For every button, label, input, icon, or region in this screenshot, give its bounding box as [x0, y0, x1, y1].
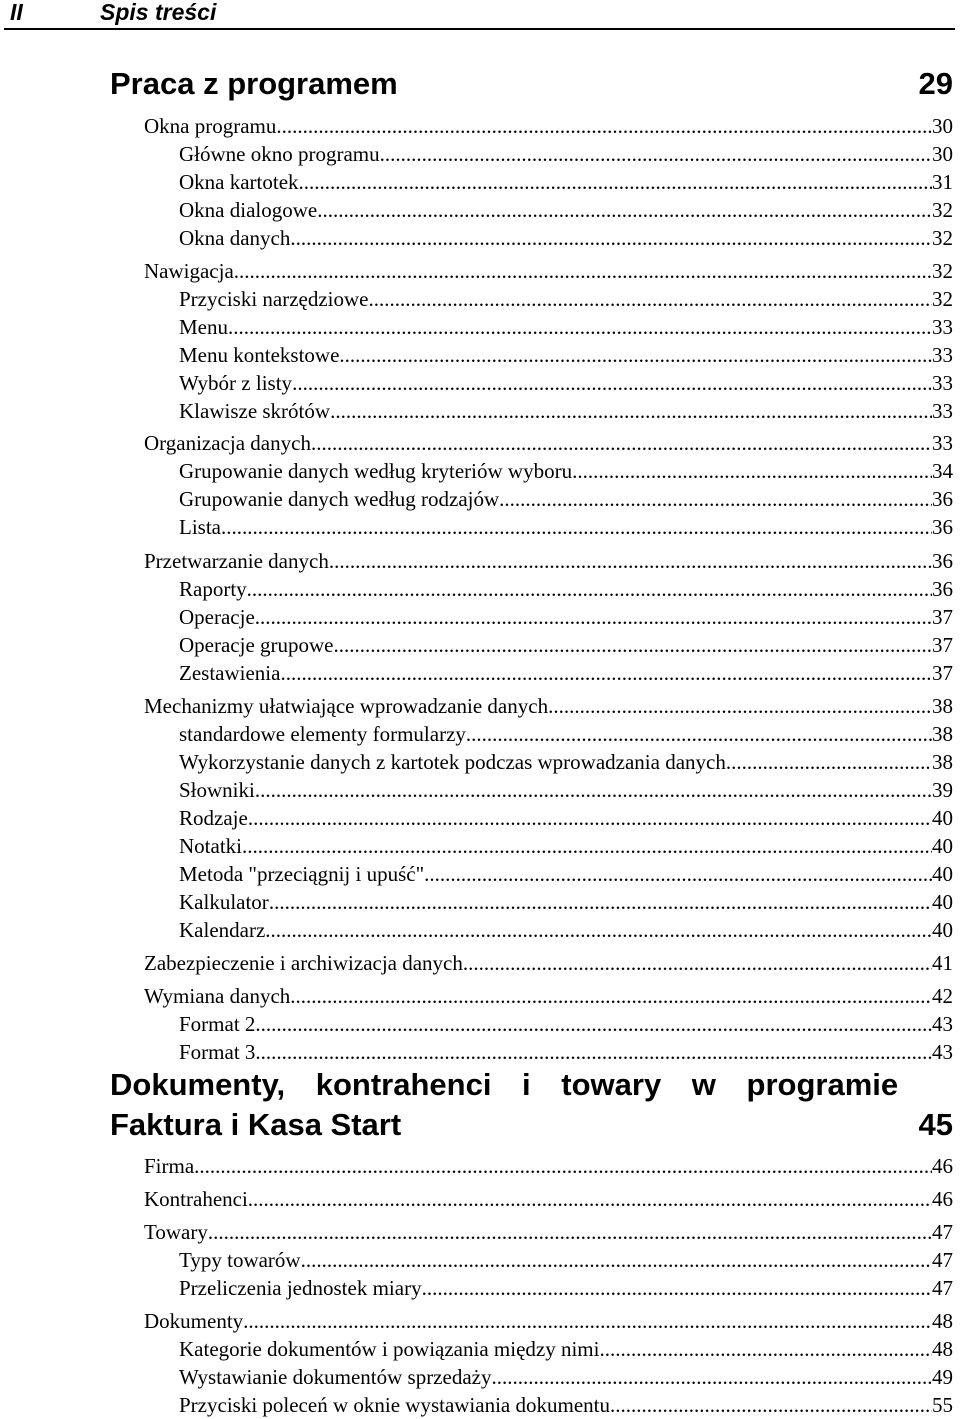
dot-leader — [334, 633, 932, 657]
toc-entry-page: 34 — [932, 459, 953, 483]
toc-entry-page: 37 — [932, 605, 953, 629]
dot-leader — [369, 287, 932, 311]
toc-entry-page: 46 — [932, 1154, 953, 1178]
toc-entry-page: 36 — [932, 515, 953, 539]
dot-leader — [463, 951, 932, 975]
dot-leader — [610, 1393, 932, 1417]
toc-entry[interactable] — [144, 984, 953, 1008]
toc-entry-title: Okna dialogowe — [179, 198, 318, 222]
toc-entry[interactable] — [144, 694, 953, 718]
toc-entry-title: Format 2 — [179, 1012, 256, 1036]
dot-leader — [311, 431, 932, 455]
toc-entry-title: Metoda "przeciągnij i upuść" — [179, 862, 425, 886]
toc-entry-title: Okna danych — [179, 226, 291, 250]
toc-entry-page: 42 — [932, 984, 953, 1008]
dot-leader — [234, 259, 932, 283]
toc-entry[interactable] — [179, 722, 953, 746]
toc-entry[interactable] — [179, 170, 953, 194]
toc-entry-page: 32 — [932, 259, 953, 283]
toc-entry[interactable] — [144, 1220, 953, 1244]
chapter-title-line1: Dokumenty, kontrahenci i towary w programie — [110, 1067, 899, 1102]
toc-entry-page: 33 — [932, 315, 953, 339]
toc-entry-title: Kontrahenci — [144, 1187, 248, 1211]
dot-leader — [491, 1365, 932, 1389]
toc-entry[interactable] — [179, 577, 953, 601]
toc-entry-title: Wykorzystanie danych z kartotek podczas wprowadzania danych — [179, 750, 726, 774]
toc-entry[interactable] — [179, 862, 953, 886]
toc-entry-title: Zestawienia — [179, 661, 281, 685]
dot-leader — [228, 315, 932, 339]
toc-entry[interactable] — [144, 549, 953, 573]
toc-entry-page: 33 — [932, 371, 953, 395]
dot-leader — [290, 984, 932, 1008]
dot-leader — [265, 918, 932, 942]
toc-entry-page: 40 — [932, 890, 953, 914]
toc-entry-title: Towary — [144, 1220, 208, 1244]
toc-entry-page: 40 — [932, 806, 953, 830]
dot-leader — [329, 549, 932, 573]
dot-leader — [255, 778, 932, 802]
toc-entry[interactable] — [144, 1309, 953, 1333]
dot-leader — [422, 1276, 932, 1300]
toc-entry-page: 38 — [932, 694, 953, 718]
toc-entry-title: Przyciski poleceń w oknie wystawiania dokumentu — [179, 1393, 610, 1417]
toc-entry[interactable] — [144, 1154, 953, 1178]
chapter-title-line2: Faktura i Kasa Start — [110, 1107, 402, 1142]
toc-entry-page: 33 — [932, 399, 953, 423]
toc-entry-page: 39 — [932, 778, 953, 802]
toc-entry-page: 55 — [932, 1393, 953, 1417]
toc-entry-title: Rodzaje — [179, 806, 248, 830]
toc-entry[interactable] — [179, 515, 953, 539]
dot-leader — [276, 114, 932, 138]
toc-entry-page: 38 — [932, 750, 953, 774]
toc-entry[interactable] — [179, 834, 953, 858]
toc-entry-title: Wybór z listy — [179, 371, 293, 395]
toc-entry-title: Kategorie dokumentów i powiązania między nimi — [179, 1337, 600, 1361]
toc-entry[interactable] — [179, 343, 953, 367]
toc-entry-page: 37 — [932, 633, 953, 657]
toc-entry[interactable] — [179, 1393, 953, 1417]
toc-entry[interactable] — [179, 661, 953, 685]
dot-leader — [317, 198, 932, 222]
dot-leader — [339, 343, 932, 367]
toc-entry-title: Firma — [144, 1154, 195, 1178]
running-title: Spis treści — [100, 0, 217, 25]
toc-entry-title: Grupowanie danych według kryteriów wyboru — [179, 459, 573, 483]
toc-entry-page: 36 — [932, 487, 953, 511]
toc-entry-title: Organizacja danych — [144, 431, 311, 455]
toc-entry-page: 38 — [932, 722, 953, 746]
toc-entry-title: Mechanizmy ułatwiające wprowadzanie danych — [144, 694, 549, 718]
chapter-page: 45 — [918, 1107, 953, 1142]
toc-entry[interactable] — [179, 1365, 953, 1389]
page-number-roman: II — [10, 0, 23, 25]
toc-entry[interactable] — [179, 633, 953, 657]
toc-entry-title: Typy towarów — [179, 1248, 301, 1272]
dot-leader — [304, 170, 932, 194]
toc-entry[interactable] — [144, 1187, 953, 1211]
toc-entry-title: Menu kontekstowe — [179, 343, 340, 367]
toc-entry-title: Format 3 — [179, 1040, 256, 1064]
dot-leader — [499, 487, 932, 511]
dot-leader — [280, 661, 932, 685]
dot-leader — [247, 577, 932, 601]
toc-entry[interactable] — [179, 750, 953, 774]
toc-entry[interactable] — [179, 287, 953, 311]
toc-entry-title: Wystawianie dokumentów sprzedaży — [179, 1365, 492, 1389]
toc-entry[interactable] — [144, 431, 953, 455]
toc-entry-title: Okna kartotek. — [179, 170, 304, 194]
dot-leader — [301, 1248, 932, 1272]
toc-entry[interactable] — [179, 605, 953, 629]
dot-leader — [726, 750, 932, 774]
toc-entry[interactable] — [179, 1337, 953, 1361]
dot-leader — [269, 890, 932, 914]
toc-entry-page: 40 — [932, 862, 953, 886]
dot-leader — [599, 1337, 932, 1361]
toc-entry[interactable] — [179, 1040, 953, 1064]
toc-entry-title: Raporty — [179, 577, 247, 601]
toc-entry[interactable] — [179, 459, 953, 483]
toc-entry-page: 36 — [932, 577, 953, 601]
dot-leader — [221, 515, 932, 539]
toc-entry[interactable] — [144, 259, 953, 283]
toc-entry-title: Przeliczenia jednostek miary — [179, 1276, 422, 1300]
toc-entry-page: 33 — [932, 431, 953, 455]
toc-entry-title: Grupowanie danych według rodzajów — [179, 487, 500, 511]
dot-leader — [290, 226, 932, 250]
toc-entry[interactable] — [179, 487, 953, 511]
toc-entry-page: 37 — [932, 661, 953, 685]
toc-entry[interactable] — [179, 315, 953, 339]
dot-leader — [248, 1187, 932, 1211]
toc-entry-title: Dokumenty — [144, 1309, 244, 1333]
toc-entry-page: 47 — [932, 1248, 953, 1272]
dot-leader — [548, 694, 932, 718]
dot-leader — [385, 142, 932, 166]
toc-entry[interactable] — [144, 951, 953, 975]
toc-entry[interactable] — [179, 806, 953, 830]
toc-entry-page: 31 — [932, 170, 953, 194]
toc-entry[interactable] — [179, 198, 953, 222]
toc-entry-title: Operacje — [179, 605, 255, 629]
toc-entry-title: Wymiana danych — [144, 984, 291, 1008]
dot-leader — [194, 1154, 932, 1178]
toc-entry[interactable] — [179, 778, 953, 802]
toc-entry-page: 41 — [932, 951, 953, 975]
toc-entry-title: Lista — [179, 515, 221, 539]
toc-entry-page: 46 — [932, 1187, 953, 1211]
toc-entry-title: standardowe elementy formularzy — [179, 722, 466, 746]
toc-entry-title: Klawisze skrótów — [179, 399, 331, 423]
toc-entry-title: Operacje grupowe — [179, 633, 334, 657]
toc-entry-page: 36 — [932, 549, 953, 573]
toc-entry-page: 47 — [932, 1220, 953, 1244]
dot-leader — [248, 806, 932, 830]
dot-leader — [424, 862, 932, 886]
chapter-page: 29 — [918, 66, 953, 101]
toc-entry-page: 40 — [932, 918, 953, 942]
dot-leader — [255, 1040, 932, 1064]
toc-entry-page: 48 — [932, 1337, 953, 1361]
dot-leader — [242, 834, 932, 858]
toc-entry-page: 33 — [932, 343, 953, 367]
toc-entry-page: 47 — [932, 1276, 953, 1300]
toc-entry-title: Główne okno programu. — [179, 142, 385, 166]
toc-entry-title: Menu — [179, 315, 228, 339]
toc-entry-title: Nawigacja — [144, 259, 234, 283]
toc-entry[interactable] — [179, 371, 953, 395]
toc-entry-page: 32 — [932, 287, 953, 311]
toc-entry-page: 43 — [932, 1040, 953, 1064]
toc-entry-page: 48 — [932, 1309, 953, 1333]
dot-leader — [243, 1309, 932, 1333]
toc-entry-title: Przetwarzanie danych — [144, 549, 329, 573]
toc-entry-title: Kalkulator — [179, 890, 269, 914]
toc-entry-page: 43 — [932, 1012, 953, 1036]
toc-entry-page: 30 — [932, 142, 953, 166]
toc-entry[interactable] — [179, 399, 953, 423]
toc-entry[interactable] — [179, 1248, 953, 1272]
dot-leader — [572, 459, 932, 483]
dot-leader — [292, 371, 932, 395]
toc-entry[interactable] — [179, 142, 953, 166]
toc-entry-page: 49 — [932, 1365, 953, 1389]
toc-entry-title: Słowniki — [179, 778, 255, 802]
dot-leader — [330, 399, 932, 423]
dot-leader — [255, 1012, 932, 1036]
dot-leader — [255, 605, 932, 629]
toc-entry[interactable] — [179, 918, 953, 942]
toc-entry[interactable] — [179, 1276, 953, 1300]
dot-leader — [208, 1220, 932, 1244]
toc-entry[interactable] — [179, 1012, 953, 1036]
toc-entry[interactable] — [144, 114, 953, 138]
chapter-title: Praca z programem — [110, 66, 398, 101]
toc-entry-page: 40 — [932, 834, 953, 858]
toc-entry-title: Przyciski narzędziowe — [179, 287, 369, 311]
dot-leader — [466, 722, 932, 746]
toc-entry-page: 30 — [932, 114, 953, 138]
toc-entry[interactable] — [179, 226, 953, 250]
toc-entry-page: 32 — [932, 226, 953, 250]
toc-entry-title: Zabezpieczenie i archiwizacja danych — [144, 951, 463, 975]
toc-entry-page: 32 — [932, 198, 953, 222]
toc-entry-title: Kalendarz — [179, 918, 266, 942]
toc-entry[interactable] — [179, 890, 953, 914]
toc-entry-title: Notatki — [179, 834, 242, 858]
toc-entry-title: Okna programu — [144, 114, 277, 138]
